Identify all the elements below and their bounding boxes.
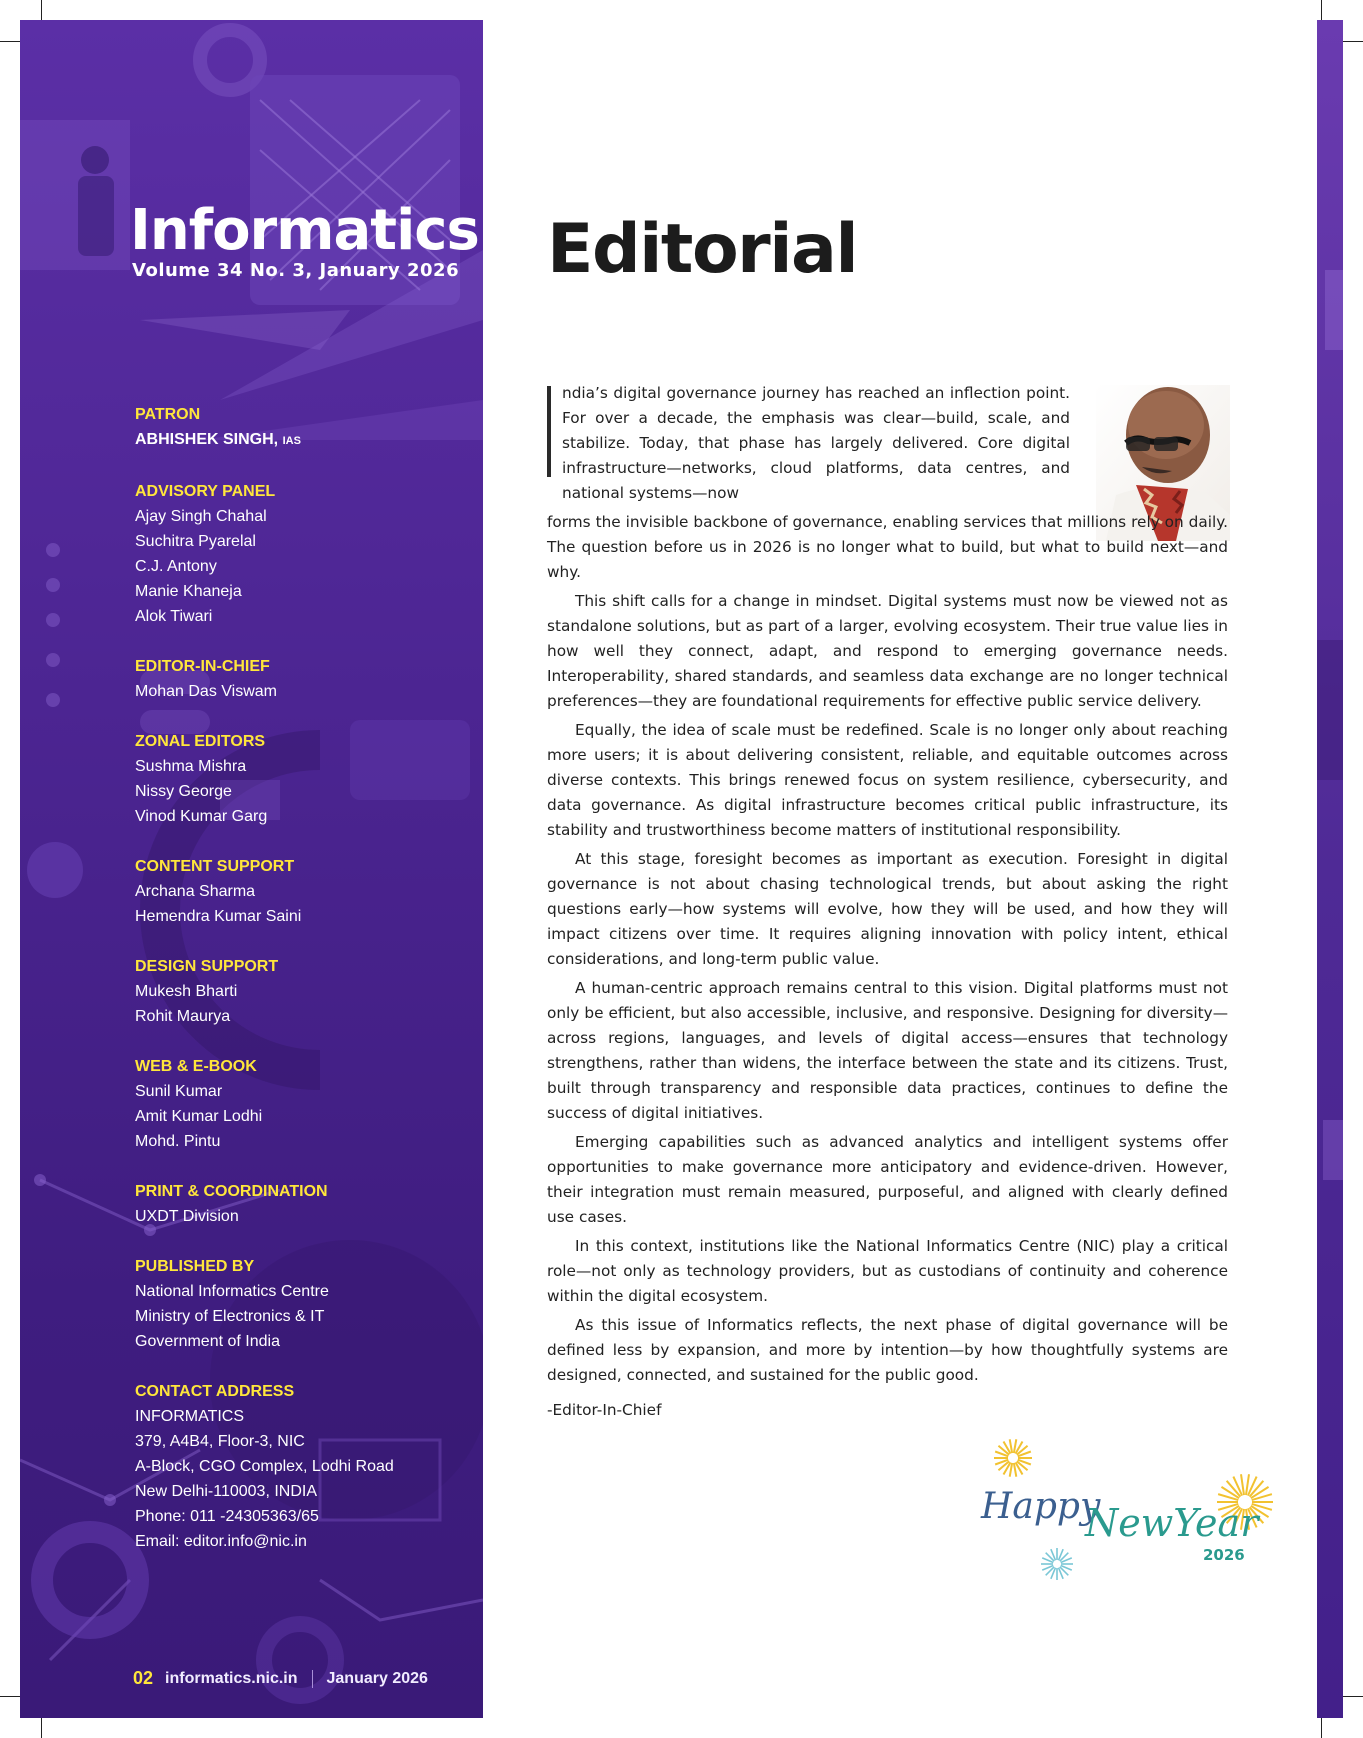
credit-group-advisory-panel bbox=[135, 479, 465, 629]
credit-name: Ajay Singh Chahal bbox=[135, 508, 267, 525]
credit-name: Manie Khaneja bbox=[135, 583, 242, 600]
address-line: 379, A4B4, Floor-3, NIC bbox=[135, 1433, 305, 1450]
credit-name: Vinod Kumar Garg bbox=[135, 808, 268, 825]
magazine-title: Informatics bbox=[130, 198, 479, 263]
page-footer bbox=[133, 1668, 428, 1689]
credit-name: C.J. Antony bbox=[135, 558, 217, 575]
credit-name: National Informatics Centre bbox=[135, 1283, 329, 1300]
credit-name: Mukesh Bharti bbox=[135, 983, 238, 1000]
credit-heading: PATRON bbox=[135, 406, 201, 423]
footer-divider bbox=[312, 1670, 313, 1688]
paragraph: A human-centric approach remains central to this vision. Digital platforms must not only be efficient, but also accessible, inclusive, and responsive. Designing for diversity—across regions, languages, and levels of digital access—ensures that technology strengthens, rather than widens, the interface between the state and its citizens. Trust, built through transparency and responsible data practices, continues to define the success of digital initiatives. bbox=[547, 979, 1228, 1122]
issue-info: Volume 34 No. 3, January 2026 bbox=[132, 260, 460, 281]
credit-heading: EDITOR-IN-CHIEF bbox=[135, 658, 270, 675]
credit-heading: PRINT & COORDINATION bbox=[135, 1183, 328, 1200]
credit-group-zonal-editors bbox=[135, 729, 465, 829]
opening-paragraph bbox=[547, 381, 1070, 506]
drop-cap-bar bbox=[547, 386, 551, 477]
happy-new-year-graphic bbox=[975, 1436, 1275, 1586]
credit-heading: CONTENT SUPPORT bbox=[135, 858, 295, 875]
credit-group-web-ebook bbox=[135, 1054, 465, 1154]
paragraph: This shift calls for a change in mindset. Digital systems must now be viewed not as standalone solutions, but as part of a larger, evolving ecosystem. Their true value lies in how well they connect, adapt, and respond to emerging governance needs. Interoperability, shared standards, and seamless data exchange are no longer technical preferences—they are foundational requirements for effective public service delivery. bbox=[547, 592, 1228, 710]
editorial-body bbox=[547, 381, 1228, 1392]
firework-icon bbox=[1041, 1548, 1073, 1580]
credit-name: UXDT Division bbox=[135, 1208, 239, 1225]
address-line: INFORMATICS bbox=[135, 1408, 245, 1425]
adjacent-page-edge bbox=[1317, 20, 1343, 1718]
credit-group-editor-in-chief bbox=[135, 654, 465, 704]
address-line: New Delhi-110003, INDIA bbox=[135, 1483, 318, 1500]
firework-icon bbox=[994, 1439, 1032, 1476]
credit-heading: DESIGN SUPPORT bbox=[135, 958, 279, 975]
credit-name: Alok Tiwari bbox=[135, 608, 213, 625]
credit-name bbox=[135, 427, 465, 454]
credit-name: Nissy George bbox=[135, 783, 232, 800]
credit-name: Sunil Kumar bbox=[135, 1083, 223, 1100]
credit-name: Ministry of Electronics & IT bbox=[135, 1308, 325, 1325]
credits-list bbox=[135, 402, 465, 1579]
paragraph: At this stage, foresight becomes as important as execution. Foresight in digital governance is not about chasing technological trends, but about asking the right questions early—how systems will evolve, how they will be used, and how they will impact citizens over time. It requires aligning innovation with policy intent, ethical considerations, and long-term public value. bbox=[547, 850, 1228, 968]
credit-name: Rohit Maurya bbox=[135, 1008, 231, 1025]
credit-name: Government of India bbox=[135, 1333, 280, 1350]
credit-group-published-by bbox=[135, 1254, 465, 1354]
credit-heading: ZONAL EDITORS bbox=[135, 733, 266, 750]
credit-name: Amit Kumar Lodhi bbox=[135, 1108, 263, 1125]
credit-group-contact-address bbox=[135, 1379, 465, 1554]
credit-name: Mohd. Pintu bbox=[135, 1133, 221, 1150]
credit-name: Suchitra Pyarelal bbox=[135, 533, 256, 550]
credit-name: Archana Sharma bbox=[135, 883, 256, 900]
phone-line: Phone: 011 -24305363/65 bbox=[135, 1508, 319, 1525]
credit-heading: PUBLISHED BY bbox=[135, 1258, 255, 1275]
credit-suffix: IAS bbox=[282, 435, 301, 447]
paragraph: As this issue of Informatics reflects, the next phase of digital governance will be defined less by expansion, and more by intention—by how thoughtfully systems are designed, connected, and sustained for the public good. bbox=[547, 1316, 1228, 1384]
paragraph: forms the invisible backbone of governance, enabling services that millions rely on daily. The question before us in 2026 is no longer what to build, but what to build next—and why. bbox=[547, 513, 1228, 581]
page-title: Editorial bbox=[547, 210, 858, 289]
credit-name-text: ABHISHEK SINGH, bbox=[135, 431, 279, 448]
footer-date: January 2026 bbox=[326, 1669, 428, 1687]
credit-name: Sushma Mishra bbox=[135, 758, 247, 775]
credit-group-content-support bbox=[135, 854, 465, 929]
page-number: 02 bbox=[133, 1668, 154, 1688]
editor-signoff: -Editor-In-Chief bbox=[547, 1401, 662, 1419]
paragraph: Emerging capabilities such as advanced analytics and intelligent systems offer opportunities to make governance more anticipatory and evidence-driven. However, their integration must remain measured, purposeful, and aligned with clearly defined use cases. bbox=[547, 1133, 1228, 1226]
footer-website: informatics.nic.in bbox=[165, 1669, 298, 1687]
credit-name: Mohan Das Viswam bbox=[135, 683, 277, 700]
credit-group-patron bbox=[135, 402, 465, 454]
credit-group-design-support bbox=[135, 954, 465, 1029]
credit-heading: WEB & E-BOOK bbox=[135, 1058, 257, 1075]
address-line: A-Block, CGO Complex, Lodhi Road bbox=[135, 1458, 394, 1475]
greeting-text-new-year: NewYear bbox=[1085, 1501, 1259, 1545]
greeting-text-happy: Happy bbox=[981, 1486, 1101, 1527]
edge-decoration bbox=[1317, 20, 1343, 1718]
paragraph: ndia’s digital governance journey has reached an inflection point. For over a decade, the emphasis was clear—build, scale, and stabilize. Today, that phase has largely delivered. Core digital infrastructure—networks, cloud platforms, data centres, and national systems—now bbox=[562, 384, 1070, 502]
credit-group-print-coordination bbox=[135, 1179, 465, 1229]
masthead-sidebar bbox=[20, 20, 483, 1718]
credit-heading: ADVISORY PANEL bbox=[135, 483, 276, 500]
greeting-year: 2026 bbox=[1203, 1546, 1245, 1564]
credit-name: Hemendra Kumar Saini bbox=[135, 908, 302, 925]
paragraph: In this context, institutions like the National Informatics Centre (NIC) play a critical role—not only as technology providers, but as custodians of continuity and coherence within the digital ecosystem. bbox=[547, 1237, 1228, 1305]
credit-heading: CONTACT ADDRESS bbox=[135, 1383, 295, 1400]
email-line: Email: editor.info@nic.in bbox=[135, 1533, 307, 1550]
paragraph: Equally, the idea of scale must be redefined. Scale is no longer only about reaching more users; it is about delivering consistent, reliable, and equitable outcomes across diverse contexts. This brings renewed focus on system resilience, cybersecurity, and data governance. As digital infrastructure becomes critical public infrastructure, its stability and trustworthiness become matters of institutional responsibility. bbox=[547, 721, 1228, 839]
